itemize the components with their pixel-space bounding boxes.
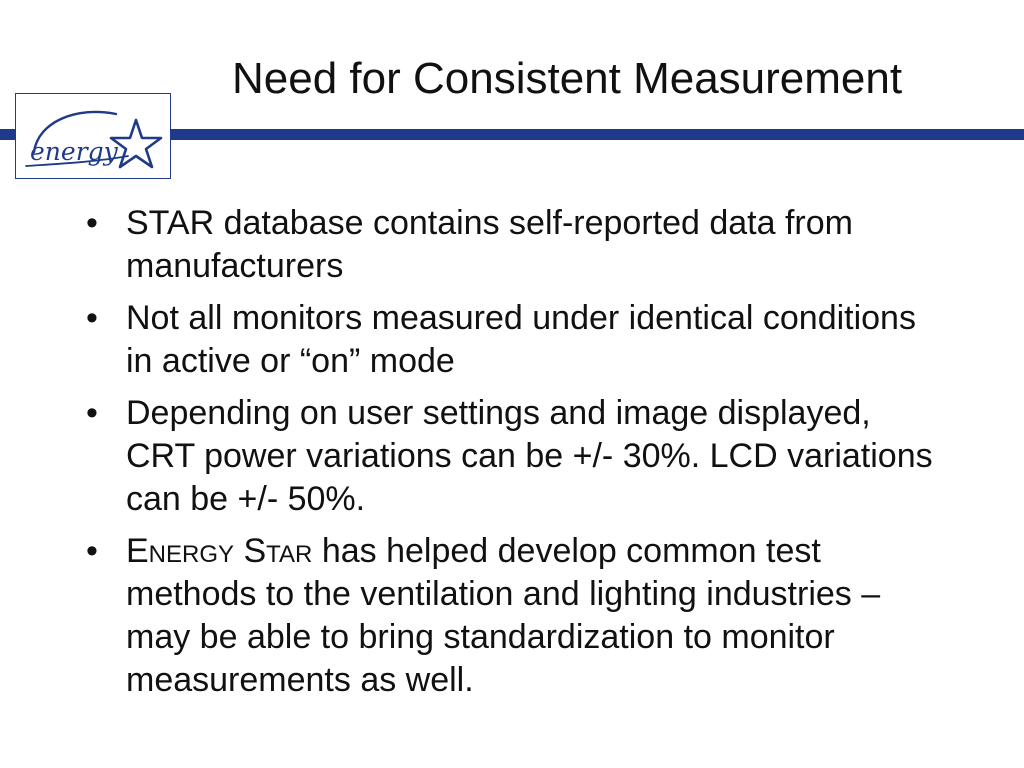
bullet-item [84,202,944,288]
slide-title: Need for Consistent Measurement [232,54,903,103]
bullet-dot: • [86,299,98,337]
bullet-text: STAR database contains self-reported data from manufacturers [126,204,853,285]
bullet-text: has helped develop common test methods to the ventilation and lighting industries – may be able to bring standardization to monitor measurements as well. [126,532,881,699]
bullet-dot: • [86,204,98,242]
bullet-list [84,202,944,711]
bullet-dot: • [86,532,98,570]
energy-star-icon [16,94,170,178]
bullet-item [84,530,944,702]
bullet-text: Not all monitors measured under identical conditions in active or “on” mode [126,299,916,380]
bullet-item [84,392,944,521]
energy-star-logo [15,93,171,179]
logo-script-text: energy [30,137,118,166]
bullet-text: Depending on user settings and image displayed, CRT power variations can be +/- 30%. LCD variations can be +/- 50%. [126,394,933,518]
energy-star-smallcaps: Energy Star [126,532,313,570]
bullet-dot: • [86,394,98,432]
bullet-item [84,297,944,383]
